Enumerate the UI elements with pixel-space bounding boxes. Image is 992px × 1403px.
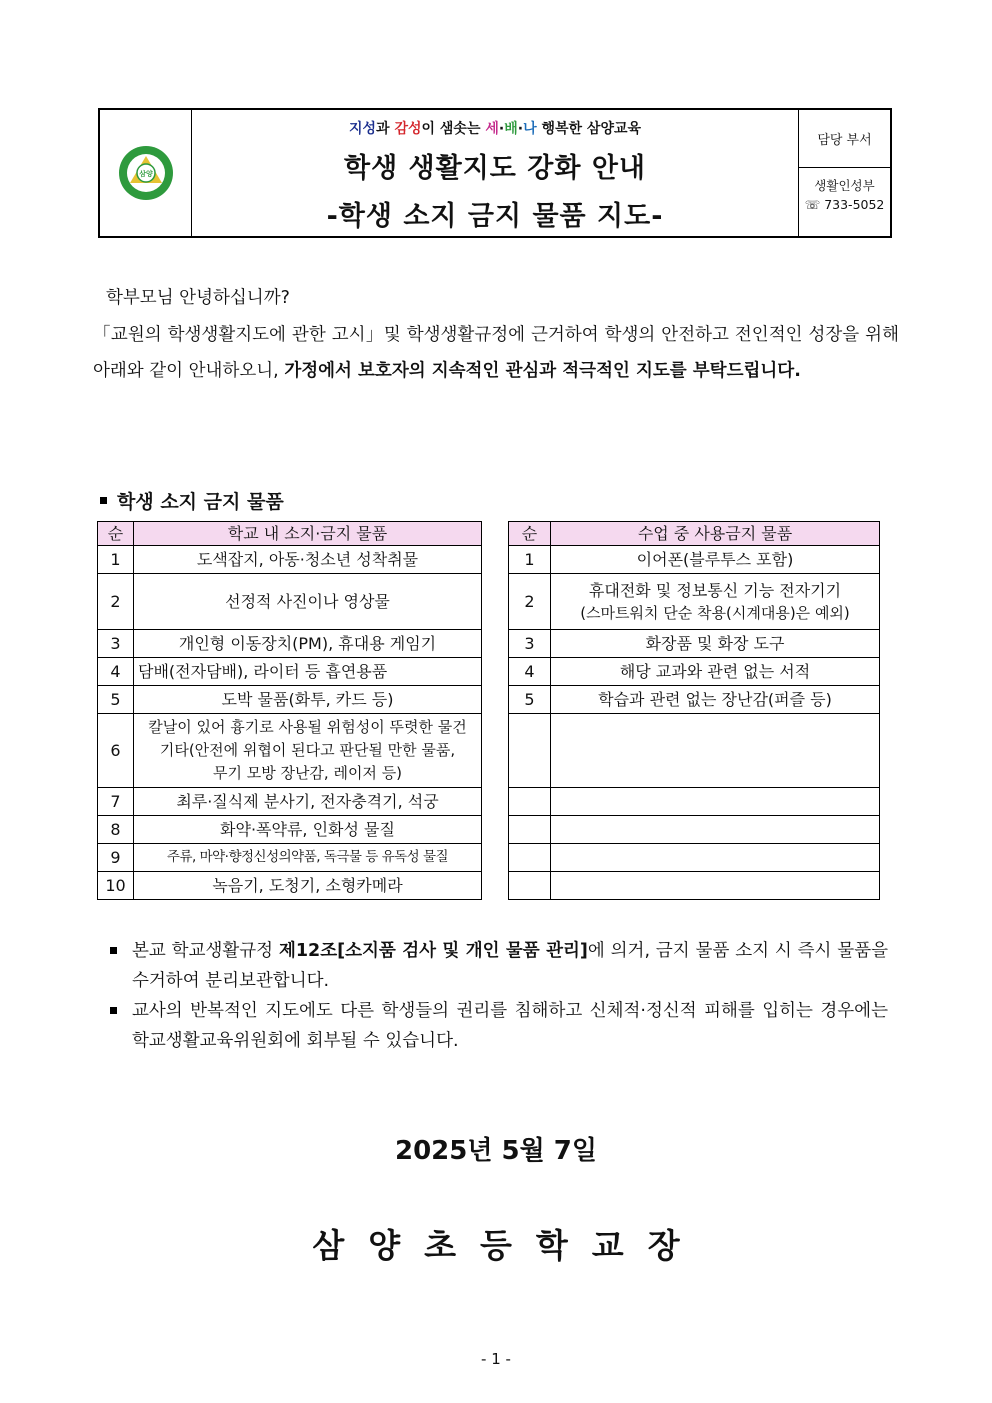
row-item-line: 기타(안전에 위협이 된다고 판단될 만한 물품, [159, 741, 456, 759]
slogan-part: 감성 [394, 121, 422, 137]
row-item: 선정적 사진이나 영상물 [134, 574, 482, 630]
bullet-square-icon [100, 497, 107, 504]
row-item: 화약·폭약류, 인화성 물질 [134, 816, 482, 844]
bullet-square-icon [110, 1007, 117, 1014]
row-no: 5 [509, 686, 551, 714]
column-header-no: 순 [509, 522, 551, 546]
notice-text: 에 의거, 금지 물품 소지 시 즉시 물품을 수거하여 분리보관합니다. [132, 941, 888, 991]
row-item: 학습과 관련 없는 장난감(퍼즐 등) [551, 686, 880, 714]
row-item: 해당 교과와 관련 없는 서적 [551, 658, 880, 686]
school-logo [116, 143, 176, 203]
slogan-part: 나 [523, 121, 537, 137]
table-header-row [509, 522, 880, 546]
bullet-square-icon [110, 947, 117, 954]
class-restricted-items-table [508, 521, 880, 900]
row-item: 화장품 및 화장 도구 [551, 630, 880, 658]
row-item: 담배(전자담배), 라이터 등 흡연용품 [134, 658, 482, 686]
row-item-line: 칼날이 있어 흉기로 사용될 위험성이 뚜렷한 물건 [148, 718, 467, 736]
row-no: 10 [98, 872, 134, 900]
notice-list [108, 936, 888, 1056]
page-number: - 1 - [481, 1350, 511, 1368]
slogan-part: · [498, 121, 505, 137]
notice-item [108, 996, 888, 1056]
row-no: 6 [98, 714, 134, 788]
slogan-part: 이 샘솟는 [421, 121, 486, 137]
department-label: 담당 부서 [799, 110, 890, 168]
table-row [98, 686, 482, 714]
notice-emphasis: 제12조[소지품 검사 및 개인 물품 관리] [278, 941, 588, 961]
table-row [98, 574, 482, 630]
column-header-item: 학교 내 소지·금지 물품 [134, 522, 482, 546]
table-row [98, 630, 482, 658]
table-header-row [98, 522, 482, 546]
table-row [98, 658, 482, 686]
logo-cell [100, 110, 192, 236]
row-item: 녹음기, 도청기, 소형카메라 [134, 872, 482, 900]
table-row [98, 546, 482, 574]
row-no: 1 [98, 546, 134, 574]
table-row [509, 630, 880, 658]
table-row [98, 872, 482, 900]
table-row [509, 686, 880, 714]
row-no: 5 [98, 686, 134, 714]
row-no: 2 [509, 574, 551, 630]
row-no: 1 [509, 546, 551, 574]
row-item [551, 574, 880, 630]
empty-cell [509, 844, 551, 872]
row-item-line: 무기 모방 장난감, 레이저 등) [212, 764, 403, 782]
empty-cell [509, 816, 551, 844]
row-item: 최루·질식제 분사기, 전자충격기, 석궁 [134, 788, 482, 816]
page-subtitle: -학생 소지 금지 물품 지도- [326, 201, 664, 232]
title-cell [192, 110, 798, 236]
column-header-no: 순 [98, 522, 134, 546]
row-no: 9 [98, 844, 134, 872]
empty-cell [551, 788, 880, 816]
department-name: 생활인성부 [814, 178, 875, 193]
row-no: 8 [98, 816, 134, 844]
notice-text: 본교 학교생활규정 [132, 941, 279, 961]
row-item: 도박 물품(화투, 카드 등) [134, 686, 482, 714]
empty-row [509, 872, 880, 900]
table-row [509, 546, 880, 574]
row-item [134, 714, 482, 788]
intro-text: 「교원의 학생생활지도에 관한 고시」및 학생생활규정에 근거하여 학생의 안전하고 전인적인 성장을 위해 아래와 같이 안내하오니, [93, 325, 899, 381]
department-cell [798, 110, 890, 236]
empty-cell [551, 872, 880, 900]
notice-text: 교사의 반복적인 지도에도 다른 학생들의 권리를 침해하고 신체적·정신적 피해를 입히는 경우에는 학교생활교육위원회에 회부될 수 있습니다. [132, 1001, 888, 1051]
empty-row [509, 816, 880, 844]
row-no: 3 [509, 630, 551, 658]
empty-cell [509, 714, 551, 788]
document-date: 2025년 5월 7일 [395, 1136, 597, 1166]
row-no: 4 [509, 658, 551, 686]
department-phone: ☏ 733-5052 [804, 197, 885, 212]
empty-cell [551, 844, 880, 872]
section-title-text: 학생 소지 금지 물품 [117, 491, 284, 513]
row-no: 2 [98, 574, 134, 630]
row-item: 개인형 이동장치(PM), 휴대용 게임기 [134, 630, 482, 658]
empty-cell [551, 816, 880, 844]
slogan-part: 행복한 삼양교육 [536, 121, 642, 137]
row-item: 주류, 마약·향정신성의약품, 독극물 등 유독성 물질 [134, 844, 482, 872]
row-item-line: 휴대전화 및 정보통신 기능 전자기기 [588, 580, 842, 600]
prohibited-items-table [97, 521, 482, 900]
slogan-part: 배 [504, 121, 518, 137]
department-info [799, 176, 890, 214]
table-row [98, 714, 482, 788]
slogan-part: 지성 [348, 121, 377, 137]
slogan [192, 118, 798, 138]
slogan-part: 세 [485, 121, 499, 137]
empty-row [509, 844, 880, 872]
table-row [98, 788, 482, 816]
empty-row [509, 788, 880, 816]
row-no: 3 [98, 630, 134, 658]
table-row [98, 844, 482, 872]
empty-cell [509, 872, 551, 900]
empty-row [509, 714, 880, 788]
notice-item [108, 936, 888, 996]
slogan-part: 과 [376, 121, 395, 137]
intro-paragraph [93, 317, 899, 389]
row-item: 이어폰(블루투스 포함) [551, 546, 880, 574]
empty-cell [509, 788, 551, 816]
row-no: 7 [98, 788, 134, 816]
document-header [98, 108, 892, 238]
school-signature: 삼양초등학교장 [312, 1226, 704, 1265]
intro-emphasis: 가정에서 보호자의 지속적인 관심과 적극적인 지도를 부탁드립니다. [284, 361, 801, 381]
page-title: 학생 생활지도 강화 안내 [343, 153, 647, 184]
column-header-item: 수업 중 사용금지 물품 [551, 522, 880, 546]
row-no: 4 [98, 658, 134, 686]
table-row [509, 658, 880, 686]
empty-cell [551, 714, 880, 788]
row-item: 도색잡지, 아동·청소년 성착취물 [134, 546, 482, 574]
table-row [509, 574, 880, 630]
greeting: 학부모님 안녕하십니까? [106, 288, 290, 308]
table-row [98, 816, 482, 844]
logo-text: 삼양 [138, 170, 153, 178]
slogan-part: · [517, 121, 524, 137]
section-title [100, 487, 284, 514]
row-item-line: (스마트워치 단순 착용(시계대용)은 예외) [580, 603, 850, 622]
